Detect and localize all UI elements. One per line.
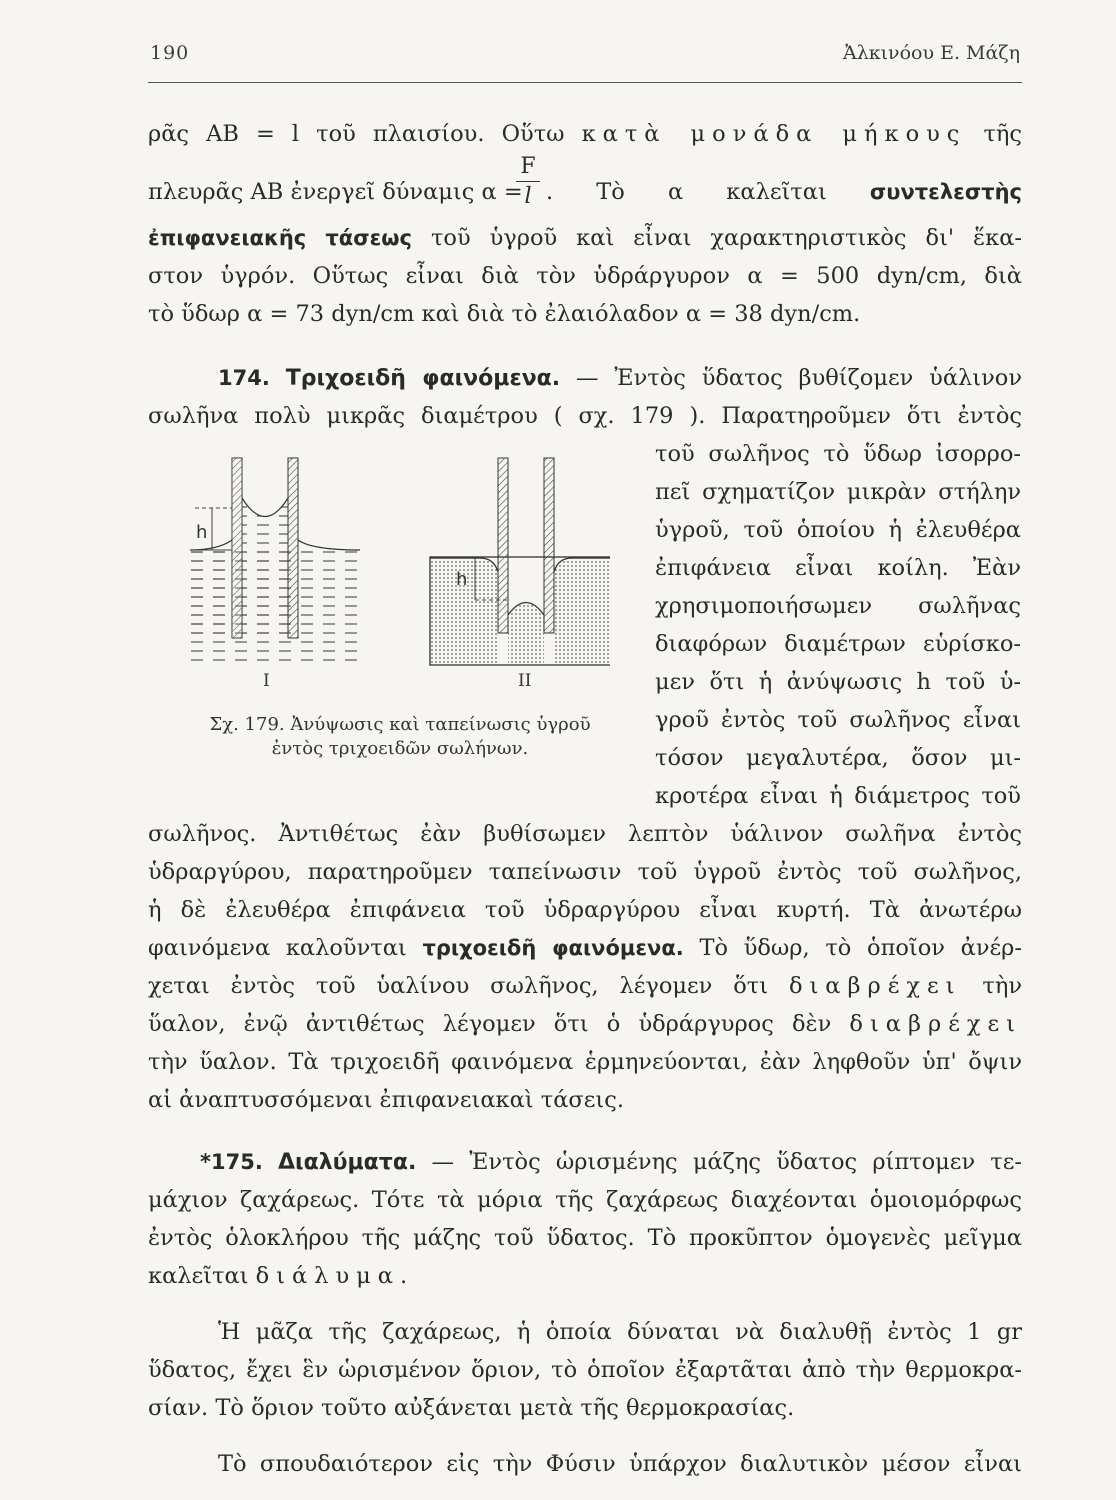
- header-rule: [148, 82, 1022, 83]
- text-line: χεται ἐντὸς τοῦ ὑαλίνου σωλῆνος, λέγομεν ὅτι διαβρέχει τὴν: [148, 973, 1023, 999]
- text-line: τὸ ὕδωρ α = 73 dyn/cm καὶ διὰ τὸ ἐλαιόλαδον α = 38 dyn/cm.: [148, 301, 861, 327]
- text-line: φαινόμενα καλοῦνται τριχοειδῆ φαινόμενα. Τὸ ὕδωρ, τὸ ὁποῖον ἀνέρ-: [148, 935, 1023, 961]
- running-author: Ἀλκινόου Ε. Μάζη: [842, 42, 1020, 64]
- page-number: 190: [150, 42, 190, 64]
- text-line: χρησιμοποιήσωμεν σωλῆνας: [655, 593, 1021, 619]
- text-line: ἐντὸς ὁλοκλήρου τῆς μάζης τοῦ ὕδατος. Τὸ προκῦπτον ὁμογενὲς μεῖγμα: [148, 1225, 1022, 1251]
- text-line: στον ὑγρόν. Οὕτως εἶναι διὰ τὸν ὑδράργυρον α = 500 dyn/cm, διὰ: [148, 263, 1022, 289]
- text-line: μάχιον ζαχάρεως. Τότε τὰ μόρια τῆς ζαχάρεως διαχέονται ὁμοιομόρφως: [148, 1187, 1022, 1213]
- label-I: I: [263, 671, 270, 691]
- text-line: σωλῆνος. Ἀντιθέτως ἐὰν βυθίσωμεν λεπτὸν ὑάλινον σωλῆνα ἐντὸς: [148, 821, 1022, 847]
- term-surface-tension-coefficient: συντελεστὴς: [869, 180, 1022, 204]
- label-h-II: h: [456, 569, 468, 590]
- page: 190 Ἀλκινόου Ε. Μάζη ρᾶς ΑΒ = l τοῦ πλαισίου. Οὕτω κατὰ μονάδα μήκους τῆς πλευρᾶς ΑΒ ἐνεργεῖ δύναμις α = F l . Τὸ α καλεῖται συντελεστὴς ἐπιφανειακῆς τάσεως τοῦ ὑγροῦ καὶ εἶναι χαρακτηριστικὸς δι' ἕκα- στον ὑγρόν. Οὕτως εἶναι διὰ τὸν ὑδράργυρον α = 500 dyn/cm, διὰ τὸ ὕδωρ α = 73 dyn/cm καὶ διὰ τὸ ἐλαιόλαδον α = 38 dyn/cm. 174. Τριχοειδῆ φαινόμενα. — Ἐντὸς ὕδατος βυθίζομεν ὑάλινον σωλῆνα πολὺ μικρᾶς διαμέτρου ( σχ. 179 ). Παρατηροῦμεν ὅτι ἐντὸς τοῦ σωλῆνος τὸ ὕδωρ ἰσορρο- πεῖ σχηματίζον μικρὰν στήλην ὑγροῦ, τοῦ ὁποίου ἡ ἐλευθέρα ἐπιφάνεια εἶναι κοίλη. Ἐὰν χρησιμοποιήσωμεν σωλῆνας διαφόρων διαμέτρων εὑρίσκο- μεν ὅτι ἡ ἀνύψωσις h τοῦ ὑ- γροῦ ἐντὸς τοῦ σωλῆνος εἶναι τόσον μεγαλυτέρα, ὅσον μι- κροτέρα εἶναι ἡ διάμετρος τοῦ h I h II Σχ. 179. Ἀνύψωσις καὶ ταπείνωσις ὑγροῦ ἐντὸς τριχοειδῶν σωλήνων. σωλῆνος. Ἀντιθέτως ἐὰν βυθίσωμεν λεπτὸν ὑάλινον σωλῆνα ἐντὸς ὑδραργύρου, παρατηροῦμεν ταπείνωσιν τοῦ ὑγροῦ ἐντὸς τοῦ σωλῆνος, ἡ δὲ ἐλευθέρα ἐπιφάνεια τοῦ ὑδραργύρου εἶναι κυρτή. Τὰ ἀνωτέρω φαινόμενα καλοῦνται τριχοειδῆ φαινόμενα. Τὸ ὕδωρ, τὸ ὁποῖον ἀνέρ- χεται ἐντὸς τοῦ ὑαλίνου σωλῆνος, λέγομεν ὅτι διαβρέχει τὴν ὕαλον, ἐνῷ ἀντιθέτως λέγομεν ὅτι ὁ ὑδράργυρος δὲν διαβρέχει τὴν ὕαλον. Τὰ τριχοειδῆ φαινόμενα ἑρμηνεύονται, ἐὰν ληφθοῦν ὑπ' ὄψιν αἱ ἀναπτυσσόμεναι ἐπιφανειακαὶ τάσεις. *175. Διαλύματα. — Ἐντὸς ὡρισμένης μάζης ὕδατος ρίπτομεν τε- μάχιον ζαχάρεως. Τότε τὰ μόρια τῆς ζαχάρεως διαχέονται ὁμοιομόρφως ἐντὸς ὁλοκλήρου τῆς μάζης τοῦ ὕδατος. Τὸ προκῦπτον ὁμογενὲς μεῖγμα καλεῖται διάλυμα. Ἡ μᾶζα τῆς ζαχάρεως, ἡ ὁποία δύναται νὰ διαλυθῇ ἐντὸς 1 gr ὕδατος, ἔχει ἓν ὡρισμένον ὅριον, τὸ ὁποῖον ἐξαρτᾶται ἀπὸ τὴν θερμοκρα- σίαν. Τὸ ὅριον τοῦτο αὐξάνεται μετὰ τῆς θερμοκρασίας. Τὸ σπουδαιότερον εἰς τὴν Φύσιν ὑπάρχον διαλυτικὸν μέσον εἶναι: [148, 42, 1023, 1477]
- text-line: αἱ ἀναπτυσσόμεναι ἐπιφανειακαὶ τάσεις.: [148, 1087, 624, 1113]
- text-line: ὑγροῦ, τοῦ ὁποίου ἡ ἐλευθέρα: [655, 517, 1021, 543]
- text-line: γροῦ ἐντὸς τοῦ σωλῆνος εἶναι: [655, 707, 1021, 733]
- text-line: ἐπιφανειακῆς τάσεως τοῦ ὑγροῦ καὶ εἶναι χαρακτηριστικὸς δι' ἕκα-: [148, 225, 1022, 251]
- section-175-heading: *175. Διαλύματα. — Ἐντὸς ὡρισμένης μάζης ὕδατος ρίπτομεν τε-: [200, 1149, 1023, 1175]
- text-line: κροτέρα εἶναι ἡ διάμετρος τοῦ: [655, 783, 1021, 809]
- text-line: ἐπιφάνεια εἶναι κοίλη. Ἐὰν: [655, 555, 1021, 581]
- text-line: σωλῆνα πολὺ μικρᾶς διαμέτρου ( σχ. 179 ). Παρατηροῦμεν ὅτι ἐντὸς: [148, 403, 1022, 429]
- running-head: [150, 42, 1020, 74]
- text-line: σίαν. Τὸ ὅριον τοῦτο αὐξάνεται μετὰ τῆς θερμοκρασίας.: [148, 1395, 795, 1421]
- text-line: καλεῖται διάλυμα.: [148, 1263, 415, 1289]
- text-line: ὕδατος, ἔχει ἓν ὡρισμένον ὅριον, τὸ ὁποῖον ἐξαρτᾶται ἀπὸ τὴν θερμοκρα-: [148, 1357, 1022, 1383]
- figure-part-II-mercury: [430, 458, 610, 691]
- text-line: ὑδραργύρου, παρατηροῦμεν ταπείνωσιν τοῦ ὑγροῦ ἐντὸς τοῦ σωλῆνος,: [148, 859, 1022, 885]
- text-line: ἡ δὲ ἐλευθέρα ἐπιφάνεια τοῦ ὑδραργύρου εἶναι κυρτή. Τὰ ἀνωτέρω: [148, 897, 1022, 923]
- figure-179-capillary-tubes: [190, 440, 610, 700]
- label-h-I: h: [196, 522, 208, 543]
- text-line: διαφόρων διαμέτρων εὑρίσκο-: [655, 631, 1021, 657]
- term-surface-tension: ἐπιφανειακῆς τάσεως: [148, 226, 412, 250]
- text-line: ὕαλον, ἐνῷ ἀντιθέτως λέγομεν ὅτι ὁ ὑδράργυρος δὲν διαβρέχει: [148, 1011, 1022, 1037]
- text-line: . Τὸ α καλεῖται συντελεστὴς: [546, 179, 1022, 205]
- text-line: ρᾶς ΑΒ = l τοῦ πλαισίου. Οὕτω κατὰ μονάδα μήκους τῆς: [148, 121, 1022, 147]
- section-title: Διαλύματα.: [278, 1150, 417, 1175]
- section-number: 174.: [218, 366, 270, 390]
- text-line: τὴν ὕαλον. Τὰ τριχοειδῆ φαινόμενα ἑρμηνεύονται, ἐὰν ληφθοῦν ὑπ' ὄψιν: [148, 1049, 1022, 1075]
- text-line: Ἡ μᾶζα τῆς ζαχάρεως, ἡ ὁποία δύναται νὰ διαλυθῇ ἐντὸς 1 gr: [218, 1319, 1022, 1345]
- term-capillary-phenomena: τριχοειδῆ φαινόμενα.: [422, 936, 684, 960]
- figure-caption: Σχ. 179. Ἀνύψωσις καὶ ταπείνωσις ὑγροῦ ἐντὸς τριχοειδῶν σωλήνων.: [209, 714, 591, 759]
- text-line: Τὸ σπουδαιότερον εἰς τὴν Φύσιν ὑπάρχον διαλυτικὸν μέσον εἶναι: [218, 1451, 1022, 1477]
- text-line: τοῦ σωλῆνος τὸ ὕδωρ ἰσορρο-: [655, 441, 1021, 467]
- text-line: πεῖ σχηματίζον μικρὰν στήλην: [655, 479, 1021, 505]
- section-number: *175.: [200, 1150, 263, 1174]
- section-174-heading: 174. Τριχοειδῆ φαινόμενα. — Ἐντὸς ὕδατος βυθίζομεν ὑάλινον: [218, 365, 1023, 391]
- label-II: II: [518, 671, 532, 691]
- text-line-with-formula: πλευρᾶς ΑΒ ἐνεργεῖ δύναμις α =: [148, 179, 523, 205]
- text-line: τόσον μεγαλυτέρα, ὅσον μι-: [655, 745, 1021, 771]
- section-title: Τριχοειδῆ φαινόμενα.: [285, 366, 561, 391]
- figure-part-I-water: [190, 458, 360, 691]
- text-line: μεν ὅτι ἡ ἀνύψωσις h τοῦ ὑ-: [655, 669, 1021, 695]
